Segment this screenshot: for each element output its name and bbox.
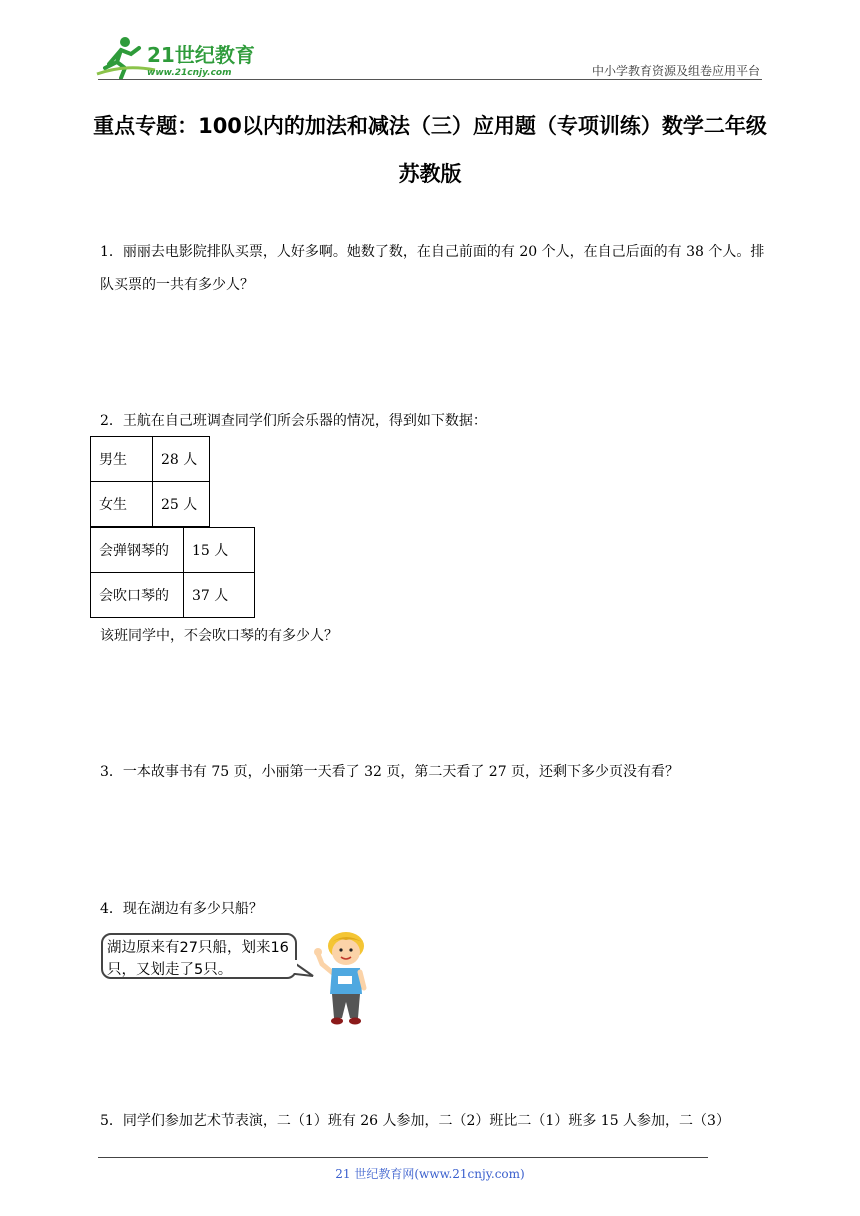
svg-text:www.21cnjy.com: www.21cnjy.com: [147, 68, 232, 78]
table-cell: 28 人: [153, 437, 210, 482]
table-row: [91, 437, 210, 482]
svg-text:21世纪教育: 21世纪教育: [147, 43, 255, 67]
table-cell: 会吹口琴的: [91, 573, 184, 618]
table-row: [91, 528, 255, 573]
question-1: 1．丽丽去电影院排队买票，人好多啊。她数了数，在自己前面的有 20 个人，在自己后面的有 38 个人。排队买票的一共有多少人？: [100, 244, 765, 293]
footer-link[interactable]: 21 世纪教育网(www.21cnjy.com): [335, 1167, 525, 1181]
survey-table-gender: [90, 436, 210, 527]
table-cell: 男生: [91, 437, 153, 482]
question-3: 3．一本故事书有 75 页，小丽第一天看了 32 页，第二天看了 27 页，还剩下多少页没有看？: [100, 764, 680, 780]
table-cell: 会弹钢琴的: [91, 528, 184, 573]
table-cell: 37 人: [184, 573, 255, 618]
table-cell: 25 人: [153, 482, 210, 527]
boy-illustration: [312, 930, 372, 1028]
question-2: 2．王航在自己班调查同学们所会乐器的情况，得到如下数据：: [100, 413, 487, 429]
footer-divider: [98, 1157, 708, 1158]
page-title: 重点专题：100以内的加法和减法（三）应用题（专项训练）数学二年级苏教版: [93, 114, 767, 186]
header-platform-text: 中小学教育资源及组卷应用平台: [591, 64, 760, 78]
question-5: 5．同学们参加艺术节表演，二（1）班有 26 人参加，二（2）班比二（1）班多 15 人参加，二（3）: [100, 1113, 730, 1129]
table-cell: 15 人: [184, 528, 255, 573]
question-4: 4．现在湖边有多少只船？: [100, 901, 263, 917]
site-logo: [95, 34, 265, 80]
table-row: [91, 482, 210, 527]
header-divider: [98, 79, 762, 80]
speech-bubble: 湖边原来有27只船，划来16只，又划走了5只。: [101, 933, 297, 979]
table-row: [91, 573, 255, 618]
question-2-ask: 该班同学中，不会吹口琴的有多少人？: [100, 628, 338, 644]
survey-table-instruments: [90, 527, 255, 618]
table-cell: 女生: [91, 482, 153, 527]
